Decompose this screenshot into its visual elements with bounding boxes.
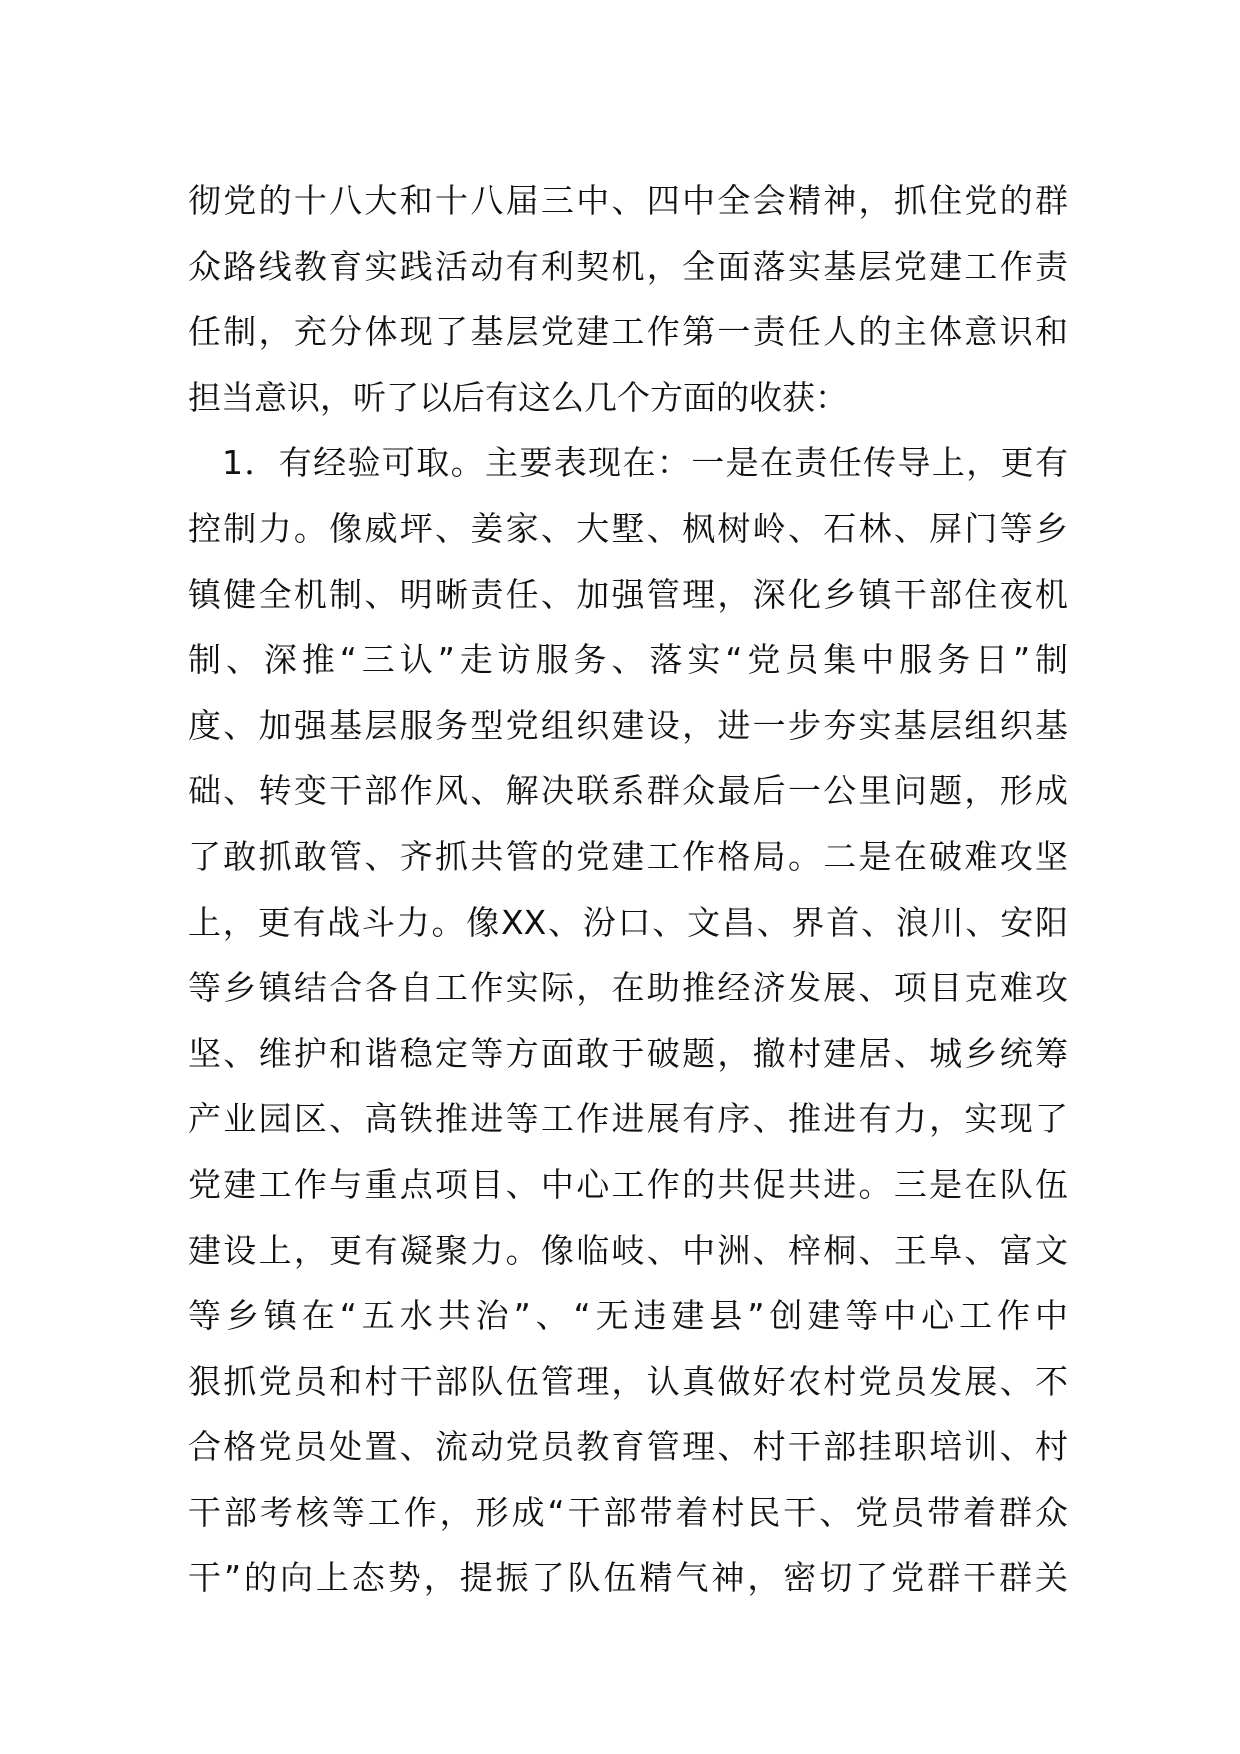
list-item-heading-line: 1．有经验可取。主要表现在：一是在责任传导上，更有 — [222, 443, 1068, 483]
text-line: 党建工作与重点项目、中心工作的共促共进。三是在队伍 — [188, 1164, 1068, 1204]
text-line: 担当意识，听了以后有这么几个方面的收获： — [188, 377, 848, 417]
text-line: 众路线教育实践活动有利契机，全面落实基层党建工作责 — [188, 246, 1068, 286]
text-line: 上，更有战斗力。像XX、汾口、文昌、界首、浪川、安阳 — [188, 902, 1068, 942]
text-line: 度、加强基层服务型党组织建设，进一步夯实基层组织基 — [188, 705, 1068, 745]
text-line: 狠抓党员和村干部队伍管理，认真做好农村党员发展、不 — [188, 1361, 1068, 1401]
text-line: 了敢抓敢管、齐抓共管的党建工作格局。二是在破难攻坚 — [188, 836, 1068, 876]
text-line: 干”的向上态势，提振了队伍精气神，密切了党群干群关 — [188, 1558, 1068, 1598]
text-line: 控制力。像威坪、姜家、大墅、枫树岭、石林、屏门等乡 — [188, 508, 1068, 548]
text-line: 等乡镇结合各自工作实际，在助推经济发展、项目克难攻 — [188, 968, 1068, 1008]
text-line: 坚、维护和谐稳定等方面敢于破题，撤村建居、城乡统筹 — [188, 1033, 1068, 1073]
text-line: 等乡镇在“五水共治”、“无违建县”创建等中心工作中 — [188, 1296, 1068, 1336]
text-line: 产业园区、高铁推进等工作进展有序、推进有力，实现了 — [188, 1099, 1068, 1139]
text-line: 建设上，更有凝聚力。像临岐、中洲、梓桐、王阜、富文 — [188, 1230, 1068, 1270]
text-line: 彻党的十八大和十八届三中、四中全会精神，抓住党的群 — [188, 181, 1068, 220]
text-line: 制、深推“三认”走访服务、落实“党员集中服务日”制 — [188, 640, 1068, 680]
text-line: 干部考核等工作，形成“干部带着村民干、党员带着群众 — [188, 1492, 1068, 1532]
body-text — [188, 168, 1068, 1611]
text-line: 任制，充分体现了基层党建工作第一责任人的主体意识和 — [188, 312, 1068, 352]
text-line: 合格党员处置、流动党员教育管理、村干部挂职培训、村 — [188, 1427, 1068, 1467]
text-line: 础、转变干部作风、解决联系群众最后一公里问题，形成 — [188, 771, 1068, 811]
text-line: 镇健全机制、明晰责任、加强管理，深化乡镇干部住夜机 — [188, 574, 1068, 614]
